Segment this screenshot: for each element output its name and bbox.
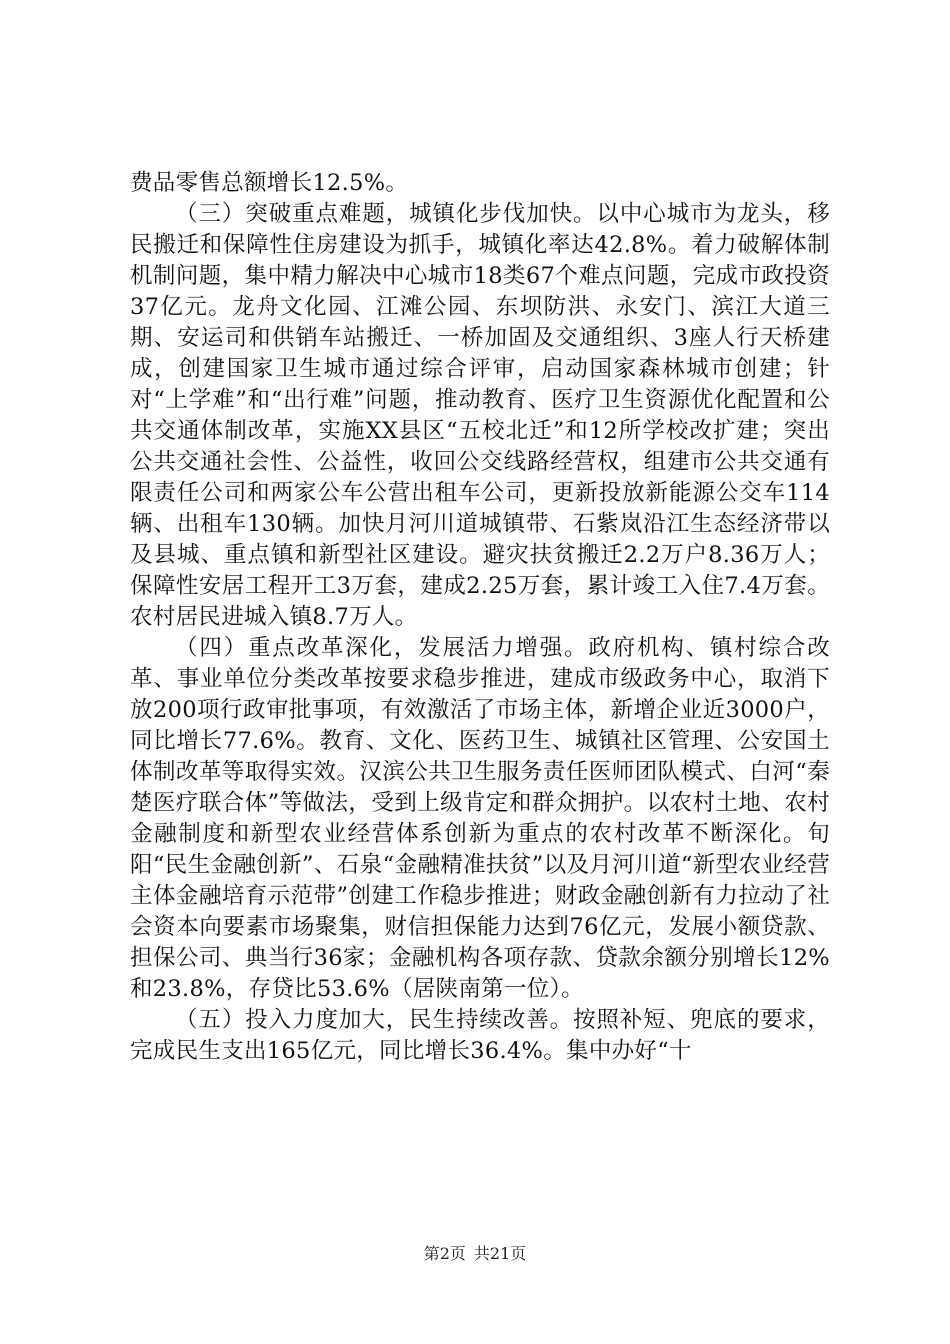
paragraph-section-three: （三）突破重点难题，城镇化步伐加快。以中心城市为龙头，移民搬迁和保障性住房建设为抓手，城镇化率达42.8%。着力破解体制机制问题，集中精力解决中心城市18类67个难点问题，完成市政投资37亿元。龙舟文化园、江滩公园、东坝防洪、永安门、滨江大道三期、安运司和供销车站搬迁、一桥加固及交通组织、3座人行天桥建成，创建国家卫生城市通过综合评审，启动国家森林城市创建；针对“上学难”和“出行难”问题，推动教育、医疗卫生资源优化配置和公共交通体制改革，实施XX县区“五校北迁”和12所学校改扩建；突出公共交通社会性、公益性，收回公交线路经营权，组建市公共交通有限责任公司和两家公车公营出租车公司，更新投放新能源公交车114辆、出租车130辆。加快月河川道城镇带、石紫岚沿江生态经济带以及县城、重点镇和新型社区建设。避灾扶贫搬迁2.2万户8.36万人；保障性安居工程开工3万套，建成2.25万套，累计竣工入住7.4万套。农村居民进城入镇8.7万人。	[130, 201, 830, 630]
page-total: 共21页	[473, 1244, 527, 1263]
document-body	[130, 168, 830, 1067]
page-footer	[0, 1244, 950, 1264]
page-number: 第2页	[423, 1244, 466, 1263]
paragraph-section-five: （五）投入力度加大，民生持续改善。按照补短、兜底的要求，完成民生支出165亿元，同比增长36.4%。集中办好“十	[130, 1007, 830, 1064]
paragraph-section-four: （四）重点改革深化，发展活力增强。政府机构、镇村综合改革、事业单位分类改革按要求稳步推进，建成市级政务中心，取消下放200项行政审批事项，有效激活了市场主体，新增企业近3000户，同比增长77.6%。教育、文化、医药卫生、城镇社区管理、公安国土体制改革等取得实效。汉滨公共卫生服务责任医师团队模式、白河“秦楚医疗联合体”等做法，受到上级肯定和群众拥护。以农村土地、农村金融制度和新型农业经营体系创新为重点的农村改革不断深化。旬阳“民生金融创新”、石泉“金融精准扶贫”以及月河川道“新型农业经营主体金融培育示范带”创建工作稳步推进；财政金融创新有力拉动了社会资本向要素市场聚集，财信担保能力达到76亿元，发展小额贷款、担保公司、典当行36家；金融机构各项存款、贷款余额分别增长12%和23.8%，存贷比53.6%（居陕南第一位）。	[130, 635, 830, 1002]
paragraph-continuation: 费品零售总额增长12.5%。	[130, 170, 409, 196]
